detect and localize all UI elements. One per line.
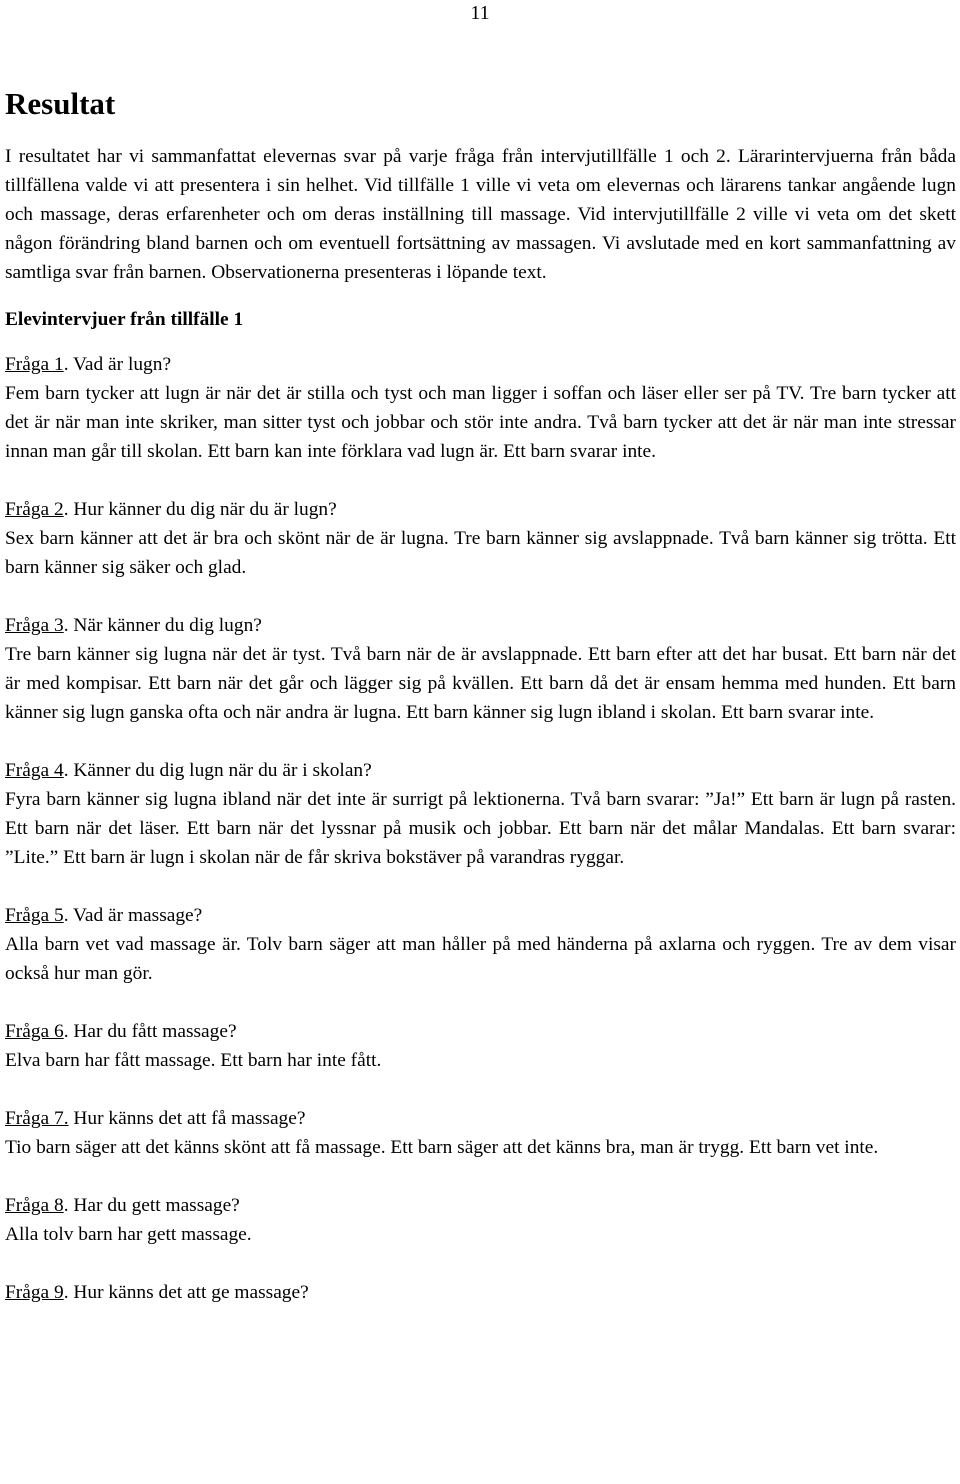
question-text: Vad är lugn? (68, 354, 172, 375)
question-text: Hur känns det att ge massage? (68, 1282, 309, 1303)
question-line (5, 1191, 956, 1220)
page-title: Resultat (5, 86, 116, 121)
question-line (5, 1278, 956, 1307)
question-label: Fråga 4 (5, 760, 64, 781)
question-label: Fråga 8 (5, 1195, 64, 1216)
question-text: Hur känner du dig när du är lugn? (68, 499, 337, 520)
question-line (5, 611, 956, 640)
question-line (5, 495, 956, 524)
page-number: 11 (470, 2, 490, 24)
question-block-9 (5, 1278, 956, 1307)
question-separator: . (63, 1282, 69, 1303)
question-separator: . (63, 1195, 69, 1216)
question-line (5, 350, 956, 379)
question-label: Fråga 1 (5, 354, 64, 375)
question-text: Har du gett massage? (68, 1195, 240, 1216)
question-separator: . (63, 615, 69, 636)
page-content (5, 84, 956, 1336)
question-block-8 (5, 1191, 956, 1249)
question-separator: . (63, 760, 69, 781)
question-label: Fråga 6 (5, 1021, 64, 1042)
question-block-2 (5, 495, 956, 582)
answer-text: Sex barn känner att det är bra och skönt när de är lugna. Tre barn känner sig avslappnade. Två barn känner sig trötta. Ett barn känner sig säker och glad. (5, 528, 956, 578)
question-label: Fråga 9 (5, 1282, 64, 1303)
question-text: Känner du dig lugn när du är i skolan? (68, 760, 372, 781)
question-text: Har du fått massage? (68, 1021, 237, 1042)
answer-text: Fem barn tycker att lugn är när det är stilla och tyst och man ligger i soffan och läser eller ser på TV. Tre barn tycker att det är när man inte skriker, man sitter tyst och jobbar och stör inte andra. Två barn tycker att det är när man inte stressar innan man går till skolan. Ett barn kan inte förklara vad lugn är. Ett barn svarar inte. (5, 383, 956, 462)
answer-text: Tre barn känner sig lugna när det är tyst. Två barn när de är avslappnade. Ett barn efter att det har busat. Ett barn när det är med kompisar. Ett barn när det går och lägger sig på kvällen. Ett barn då det är ensam hemma med hunden. Ett barn känner sig lugn ganska ofta och när andra är lugna. Ett barn känner sig lugn ibland i skolan. Ett barn svarar inte. (5, 644, 956, 723)
question-separator: . (63, 1021, 69, 1042)
question-separator: . (63, 354, 69, 375)
question-block-6 (5, 1017, 956, 1075)
question-label: Fråga 2 (5, 499, 64, 520)
question-text: Vad är massage? (68, 905, 203, 926)
question-label: Fråga 5 (5, 905, 64, 926)
answer-text: Tio barn säger att det känns skönt att få massage. Ett barn säger att det känns bra, man är trygg. Ett barn vet inte. (5, 1137, 879, 1158)
question-block-5 (5, 901, 956, 988)
question-block-7 (5, 1104, 956, 1162)
question-label: Fråga 7. (5, 1108, 69, 1129)
question-block-1 (5, 350, 956, 466)
question-separator: . (63, 499, 69, 520)
answer-text: Alla tolv barn har gett massage. (5, 1224, 252, 1245)
question-line (5, 756, 956, 785)
answer-text: Alla barn vet vad massage är. Tolv barn säger att man håller på med händerna på axlarna och ryggen. Tre av dem visar också hur man gör. (5, 934, 956, 984)
question-block-3 (5, 611, 956, 727)
question-label: Fråga 3 (5, 615, 64, 636)
question-line (5, 1104, 956, 1133)
question-line (5, 901, 956, 930)
section-heading: Elevintervjuer från tillfälle 1 (5, 309, 244, 330)
question-block-4 (5, 756, 956, 872)
question-separator: . (63, 905, 69, 926)
answer-text: Elva barn har fått massage. Ett barn har inte fått. (5, 1050, 382, 1071)
answer-text: Fyra barn känner sig lugna ibland när det inte är surrigt på lektionerna. Två barn svarar: ”Ja!” Ett barn är lugn på rasten. Ett barn när det läser. Ett barn när det lyssnar på musik och jobbar. Ett barn när det målar Mandalas. Ett barn svarar: ”Lite.” Ett barn är lugn i skolan när de får skriva bokstäver på varandras ryggar. (5, 789, 956, 868)
question-text: När känner du dig lugn? (68, 615, 262, 636)
question-line (5, 1017, 956, 1046)
question-text: Hur känns det att få massage? (68, 1108, 306, 1129)
intro-paragraph: I resultatet har vi sammanfattat elevernas svar på varje fråga från intervjutillfälle 1 och 2. Lärarintervjuerna från båda tillfällena valde vi att presentera i sin helhet. Vid tillfälle 1 ville vi veta om elevernas och lärarens tankar angående lugn och massage, deras erfarenheter och om deras inställning till massage. Vid intervjutillfälle 2 ville vi veta om det skett någon förändring bland barnen och om eventuell fortsättning av massagen. Vi avslutade med en kort sammanfattning av samtliga svar från barnen. Observationerna presenteras i löpande text. (5, 146, 956, 283)
